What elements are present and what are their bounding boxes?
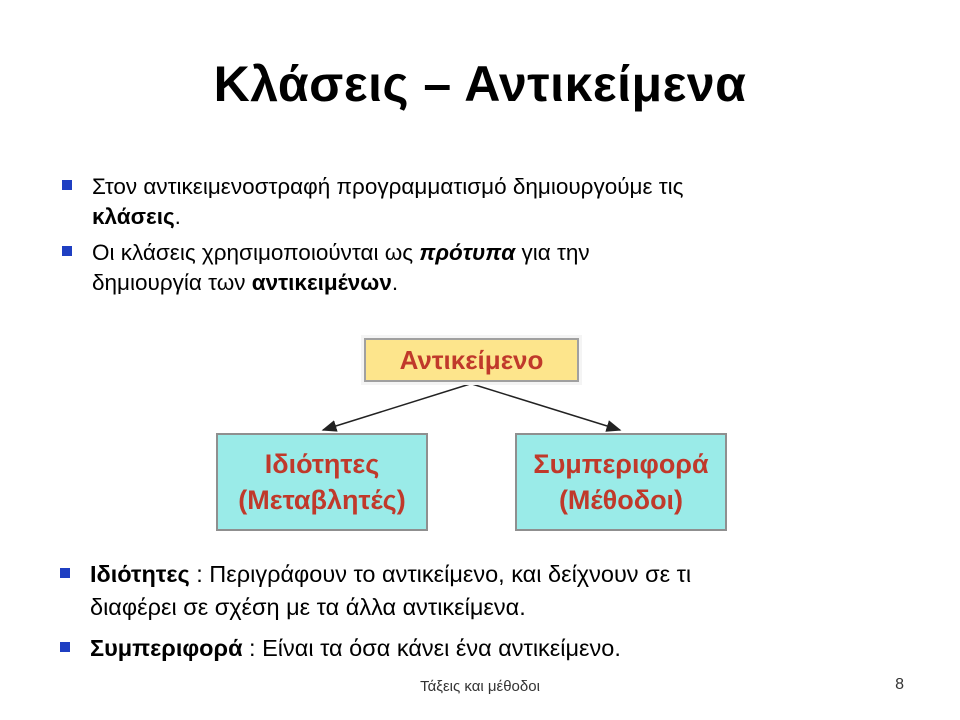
bullet-text: για την <box>515 240 590 265</box>
bullet-bold-text: κλάσεις <box>92 204 175 229</box>
slide-title: Κλάσεις – Αντικείμενα <box>213 56 747 112</box>
bullet-text: δημιουργία των <box>92 270 252 295</box>
bullet-text: διαφέρει σε σχέση με τα άλλα αντικείμενα. <box>90 594 526 620</box>
square-bullet-icon <box>60 642 70 652</box>
right-arrow <box>472 384 620 430</box>
bullet-text: . <box>391 270 399 295</box>
properties-box-sublabel: (Μεταβλητές) <box>238 485 406 515</box>
bullet-item <box>60 238 920 298</box>
left-arrow <box>323 384 470 430</box>
bullet-text: : Περιγράφουν το αντικείμενο, και δείχνουν σε τι <box>189 561 692 587</box>
square-bullet-icon <box>62 180 72 190</box>
behavior-box <box>515 433 727 531</box>
properties-box-label: Ιδιότητες <box>264 449 380 479</box>
page-number: 8 <box>895 676 904 693</box>
bullet-bold-text: Ιδιότητες <box>90 561 190 587</box>
bullet-bold-text: Συμπεριφορά <box>90 635 243 661</box>
square-bullet-icon <box>62 246 72 256</box>
object-box-label: Αντικείμενο <box>399 344 544 375</box>
slide-footer: Τάξεις και μέθοδοι <box>420 678 540 695</box>
bullet-item <box>58 558 918 624</box>
behavior-box-label: Συμπεριφορά <box>533 449 709 479</box>
bullet-text: Στον αντικειμενοστραφή προγραμματισμό δημιουργούμε τις <box>92 174 684 199</box>
bullet-text: Οι κλάσεις χρησιμοποιούνται ως <box>92 240 420 265</box>
bullet-bold-text: αντικειμένων <box>251 270 392 295</box>
object-box <box>364 338 579 382</box>
top-bullet-list <box>60 172 920 298</box>
properties-box <box>216 433 428 531</box>
bottom-bullet-list <box>58 558 918 665</box>
bullet-item <box>58 632 918 665</box>
bullet-bold-italic-text: πρότυπα <box>419 240 516 265</box>
bullet-text: : Είναι τα όσα κάνει ένα αντικείμενο. <box>242 635 621 661</box>
behavior-box-sublabel: (Μέθοδοι) <box>558 485 684 515</box>
square-bullet-icon <box>60 568 70 578</box>
bullet-text: . <box>174 204 181 229</box>
bullet-item <box>60 172 920 232</box>
